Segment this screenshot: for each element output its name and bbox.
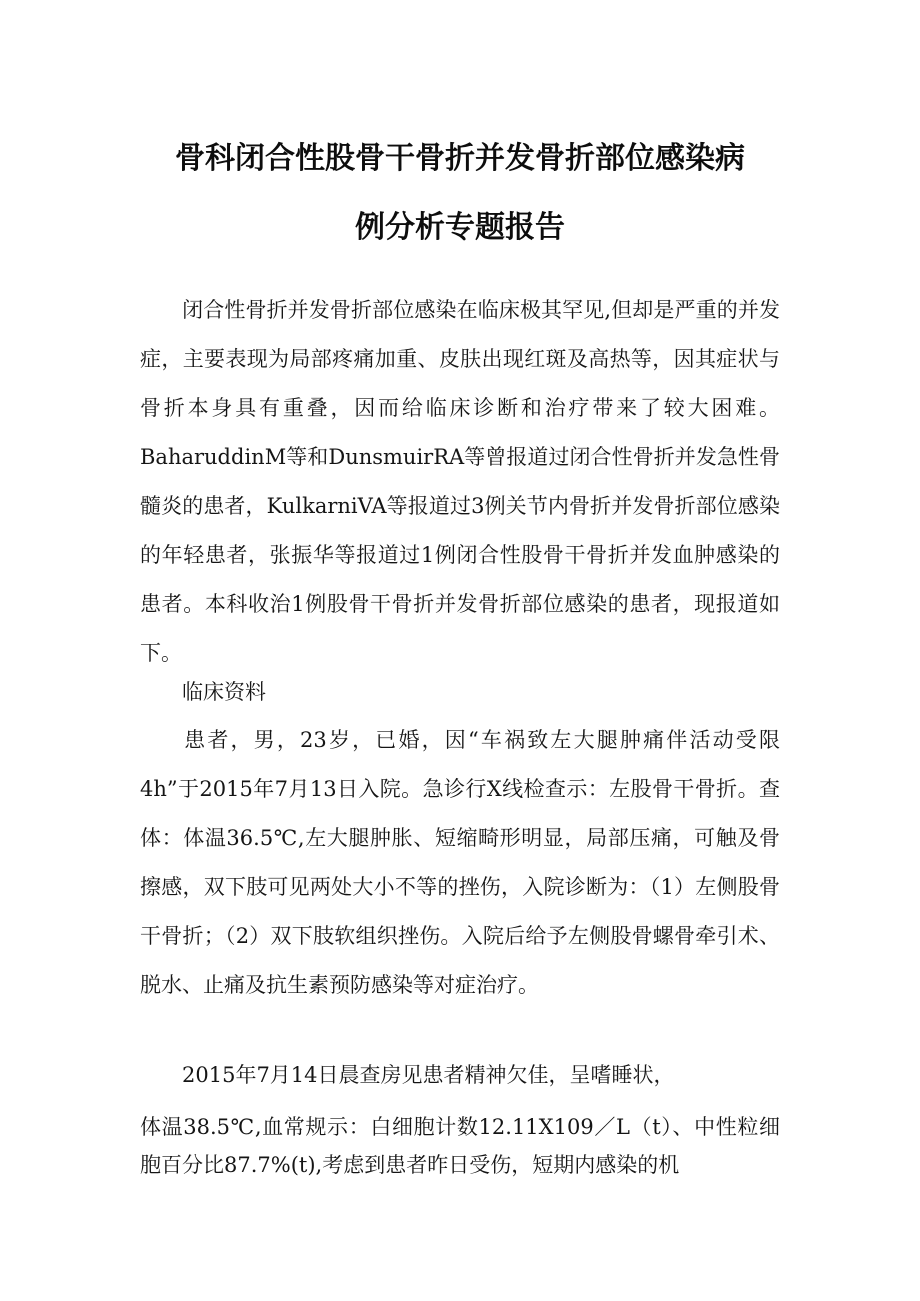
intro-paragraph — [140, 286, 780, 678]
document-title-line-2: 例分析专题报告 — [355, 210, 565, 245]
followup-paragraph: 体温38.5℃,血常规示：白细胞计数12.11X109／L（t）、中性粒细胞百分比87.7%(t),考虑到患者昨日受伤，短期内感染的机 — [140, 1115, 780, 1177]
section-heading: 临床资料 — [182, 680, 266, 704]
intro-paragraph-text: 闭合性骨折并发骨折部位感染在临床极其罕见,但却是严重的并发症，主要表现为局部疼痛加重、皮肤出现红斑及高热等，因其症状与骨折本身具有重叠，因而给临床诊断和治疗带来了较大困难。BaharuddinM等和DunsmuirRA等曾报道过闭合性骨折并发急性骨髓炎的患者，KulkarniVA等报道过3例关节内骨折并发骨折部位感染的年轻患者，张振华等报道过1例闭合性股骨干骨折并发血肿感染的患者。本科收治1例股骨干骨折并发骨折部位感染的患者，现报道如下。 — [140, 298, 780, 665]
case-paragraph — [140, 716, 780, 1010]
followup-paragraph-first-line: 2015年7月14日晨查房见患者精神欠佳，呈嗜睡状， — [182, 1063, 675, 1087]
case-paragraph-text: 患者，男，23岁，已婚，因“车祸致左大腿肿痛伴活动受限4h”于2015年7月13日入院。急诊行X线检查示：左股骨干骨折。查体：体温36.5℃,左大腿肿胀、短缩畸形明显，局部压痛，可触及骨擦感，双下肢可见两处大小不等的挫伤，入院诊断为：（1）左侧股骨干骨折；（2）双下肢软组织挫伤。入院后给予左侧股骨螺骨牵引术、脱水、止痛及抗生素预防感染等对症治疗。 — [140, 728, 780, 997]
document-title-line-1: 骨科闭合性股骨干骨折并发骨折部位感染病 — [175, 141, 745, 176]
